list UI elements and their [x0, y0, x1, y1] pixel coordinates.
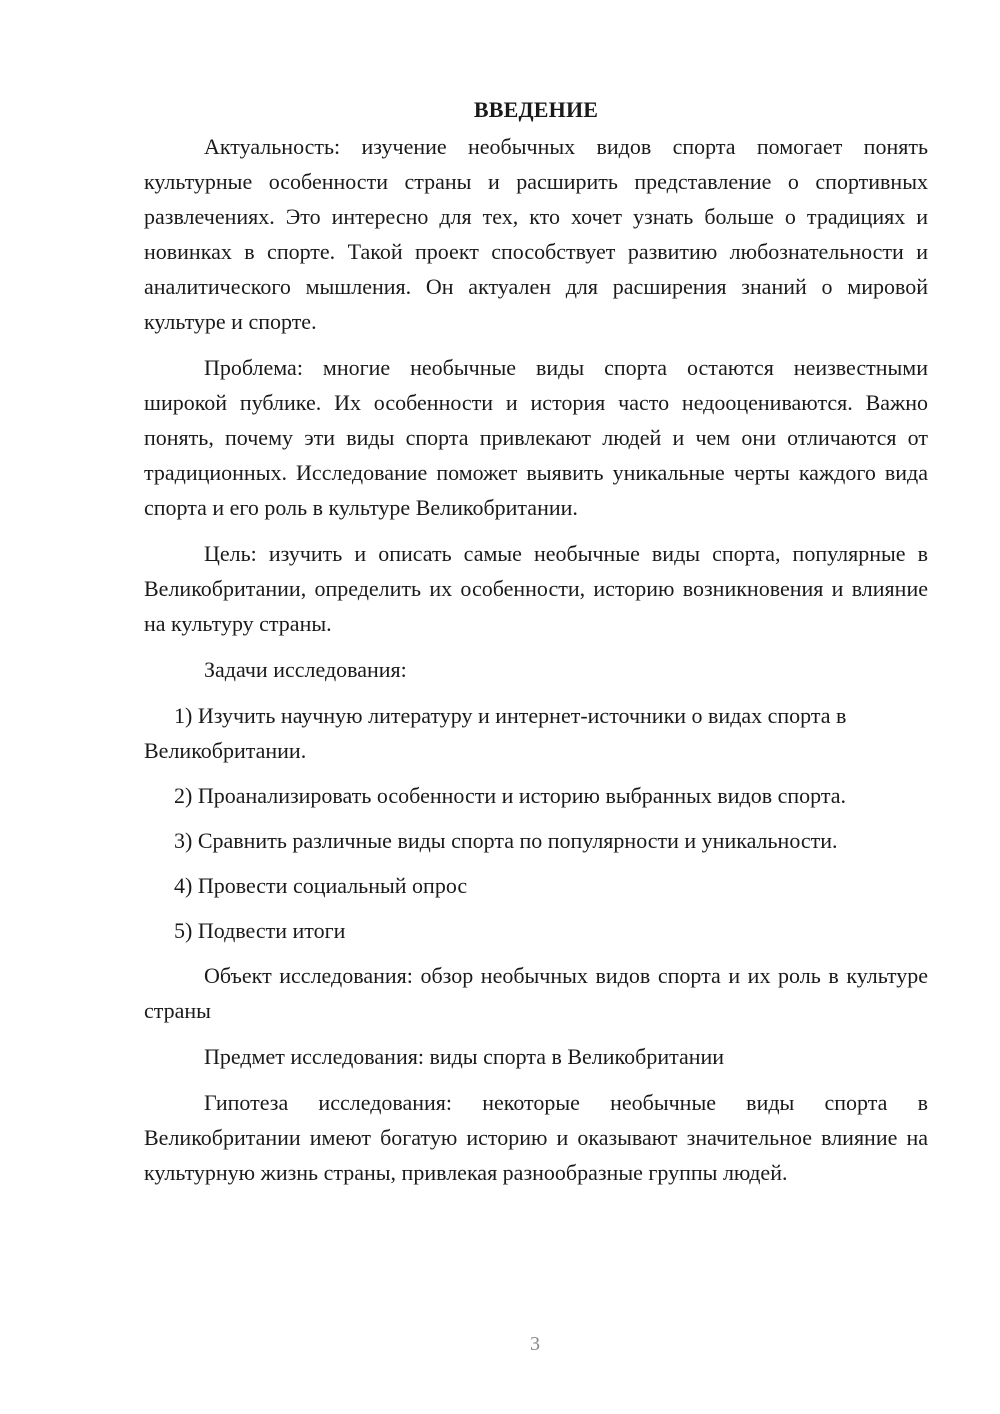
task-item: 2) Проанализировать особенности и историю выбранных видов спорта. — [174, 783, 847, 808]
document-page — [144, 92, 928, 1201]
task-item: 3) Сравнить различные виды спорта по популярности и уникальности. — [174, 828, 838, 853]
tasks-list — [144, 698, 928, 948]
task-item: 5) Подвести итоги — [174, 918, 346, 943]
subject-paragraph: Предмет исследования: виды спорта в Великобритании — [204, 1044, 725, 1069]
hypothesis-paragraph: Гипотеза исследования: некоторые необычные виды спорта в Великобритании имеют богатую историю и оказывают значительное влияние на культурную жизнь страны, привлекая разнообразные группы людей. — [144, 1090, 928, 1185]
task-item: 1) Изучить научную литературу и интернет-источники о видах спорта в Великобритании. — [144, 703, 847, 763]
tasks-heading: Задачи исследования: — [204, 657, 407, 682]
relevance-paragraph: Актуальность: изучение необычных видов спорта помогает понять культурные особенности страны и расширить представление о спортивных развлечениях. Это интересно для тех, кто хочет узнать больше о традициях и новинках в спорте. Такой проект способствует развитию любознательности и аналитического мышления. Он актуален для расширения знаний о мировой культуре и спорте. — [144, 134, 928, 334]
problem-paragraph: Проблема: многие необычные виды спорта остаются неизвестными широкой публике. Их особенности и история часто недооцениваются. Важно понять, почему эти виды спорта привлекают людей и чем они отличаются от традиционных. Исследование поможет выявить уникальные черты каждого вида спорта и его роль в культуре Великобритании. — [144, 355, 928, 520]
page-number: 3 — [530, 1333, 540, 1355]
section-title: ВВЕДЕНИЕ — [473, 97, 599, 122]
object-paragraph: Объект исследования: обзор необычных видов спорта и их роль в культуре страны — [144, 963, 928, 1023]
task-item: 4) Провести социальный опрос — [174, 873, 468, 898]
goal-paragraph: Цель: изучить и описать самые необычные виды спорта, популярные в Великобритании, определить их особенности, историю возникновения и влияние на культуру страны. — [144, 541, 928, 636]
